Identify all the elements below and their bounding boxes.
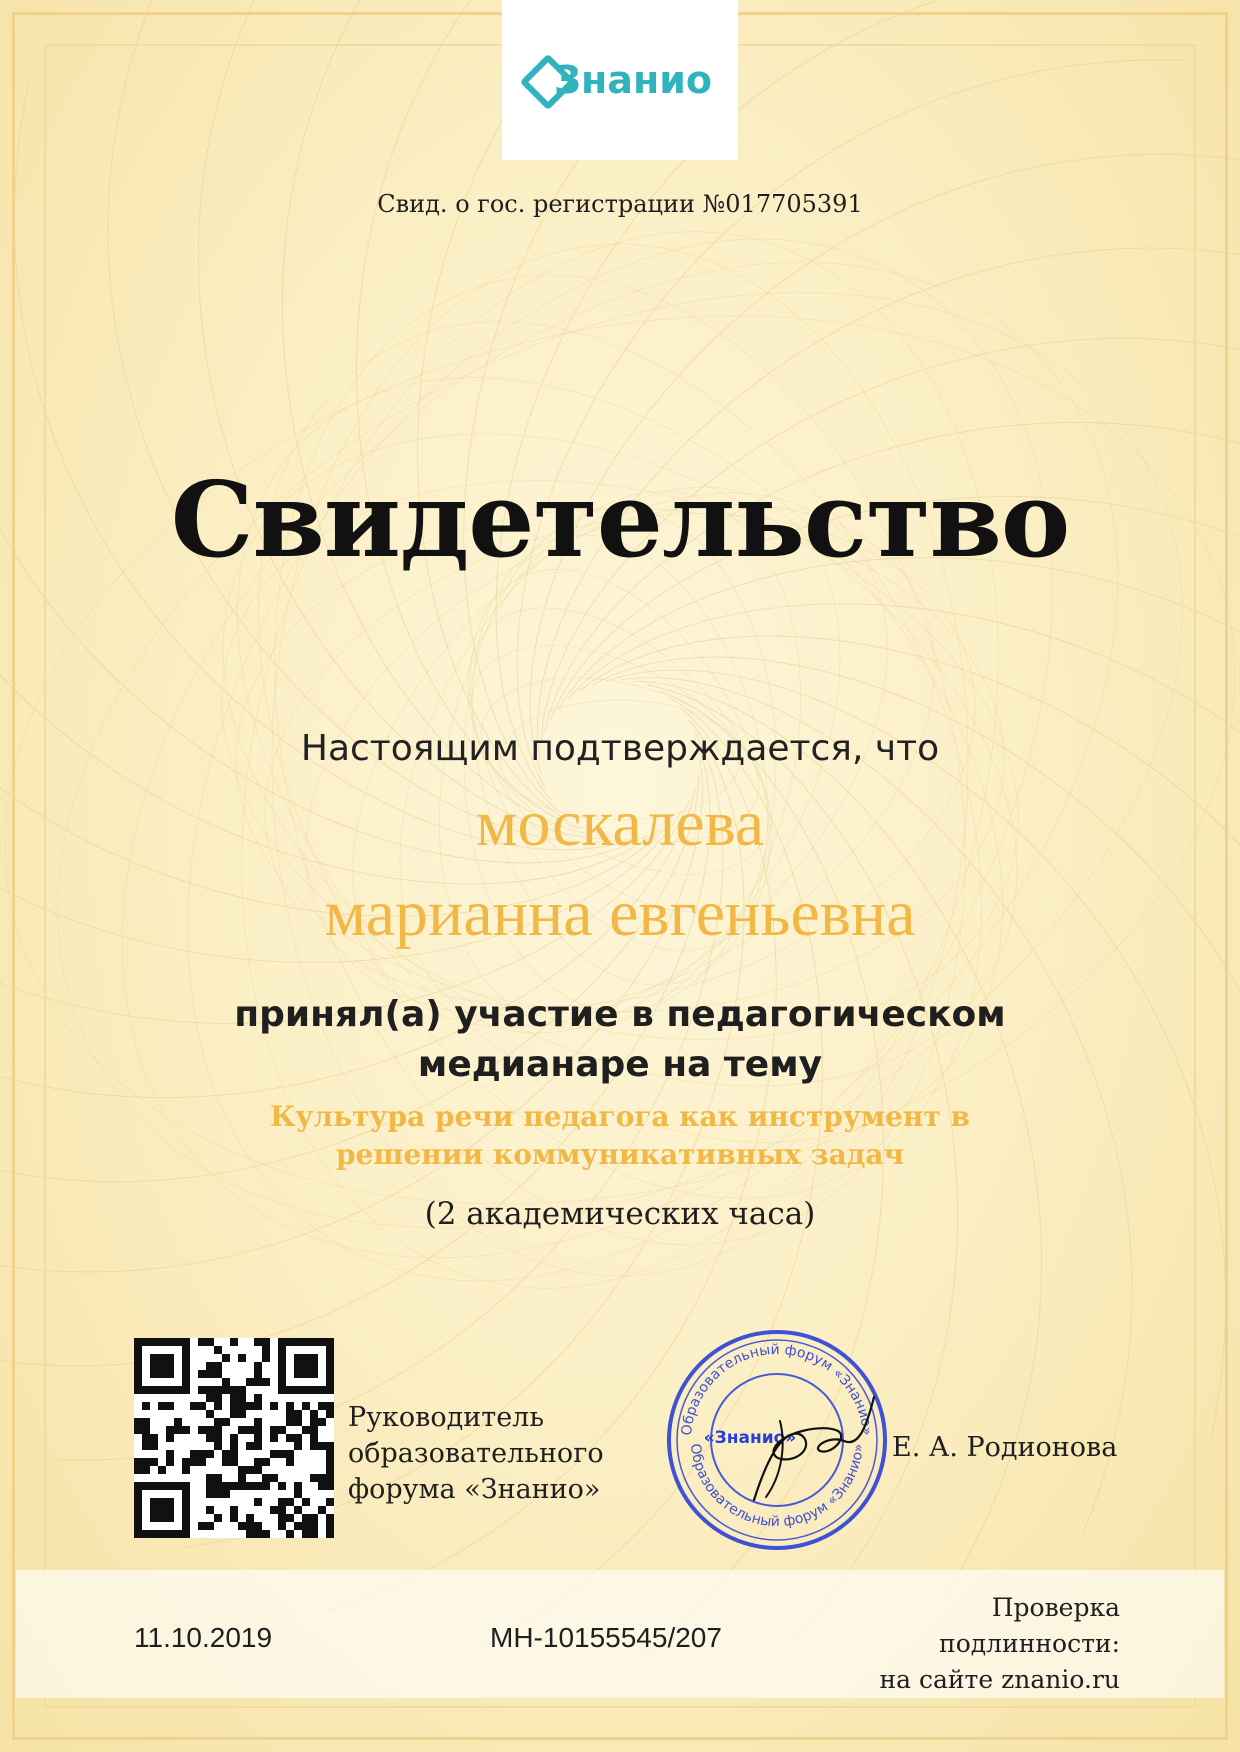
official-seal bbox=[662, 1325, 892, 1555]
seal-ring-text-bottom: Образовательный форум «Знанио» bbox=[686, 1442, 867, 1531]
director-line-1: Руководитель bbox=[348, 1402, 545, 1433]
confirmation-text: Настоящим подтверждается, что bbox=[300, 728, 940, 769]
certificate-title: Свидетельство bbox=[170, 458, 1070, 581]
certificate-code: МН-10155545/207 bbox=[490, 1622, 722, 1653]
topic-line-2: решении коммуникативных задач bbox=[335, 1138, 905, 1171]
signer-name: Е. А. Родионова bbox=[892, 1432, 1118, 1463]
logo bbox=[502, 0, 738, 160]
seal-center-text: «Знанио» bbox=[703, 1428, 797, 1448]
recipient-surname: москалева bbox=[475, 787, 765, 860]
verify-line-2: подлинности: bbox=[939, 1629, 1120, 1658]
participation-line-1: принял(а) участие в педагогическом bbox=[234, 994, 1006, 1035]
director-title bbox=[348, 1400, 604, 1508]
director-line-2: образовательного bbox=[348, 1438, 604, 1469]
participation-text bbox=[0, 990, 1240, 1090]
verify-line-3[interactable]: на сайте znanio.ru bbox=[879, 1665, 1120, 1694]
recipient-given-names: марианна евгеньевна bbox=[324, 877, 916, 950]
participation-line-2: медианаре на тему bbox=[417, 1044, 823, 1085]
registration-number: Свид. о гос. регистрации №017705391 bbox=[377, 190, 863, 218]
director-line-3: форума «Знанио» bbox=[348, 1474, 601, 1505]
issue-date: 11.10.2019 bbox=[134, 1622, 273, 1653]
topic-text bbox=[0, 1098, 1240, 1174]
verification-note bbox=[820, 1590, 1120, 1698]
logo-text: Знанио bbox=[554, 58, 712, 102]
verify-line-1: Проверка bbox=[991, 1593, 1120, 1622]
academic-hours: (2 академических часа) bbox=[424, 1196, 816, 1232]
qr-code[interactable] bbox=[134, 1338, 334, 1538]
seal-ring-text-top: Образовательный форум «Знанио» bbox=[678, 1341, 875, 1437]
topic-line-1: Культура речи педагога как инструмент в bbox=[270, 1100, 970, 1133]
